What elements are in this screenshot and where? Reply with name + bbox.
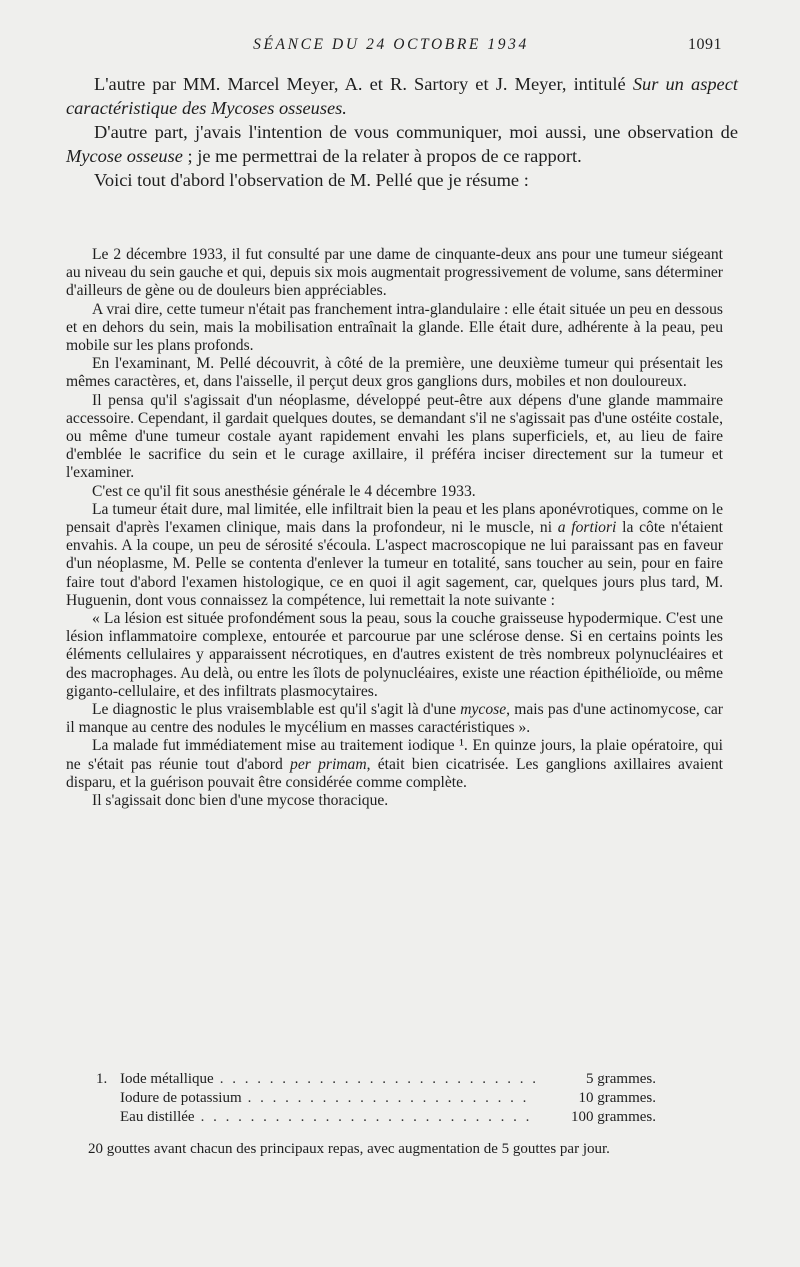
intro-text: D'autre part, j'avais l'intention de vous communiquer, moi aussi, une observation de	[94, 122, 738, 142]
intro-paragraph-3: Voici tout d'abord l'observation de M. Pellé que je résume :	[94, 170, 529, 190]
ingredient-name: Iode métallique	[120, 1071, 214, 1087]
intro-paragraph-2	[66, 120, 738, 168]
ingredient-quantity: 100 grammes.	[571, 1109, 656, 1125]
body-paragraph: Le 2 décembre 1933, il fut consulté par une dame de cinquante-deux ans pour une tumeur siégeant au niveau du sein gauche et qui, depuis six mois augmentait progressivement de volume, sans déterminer d'ailleurs de gène ou de douleurs bien appréciables.	[66, 246, 723, 300]
intro-section	[66, 72, 738, 192]
body-paragraph: Il s'agissait donc bien d'une mycose thoracique.	[92, 792, 389, 810]
ingredient-name: Iodure de potassium	[120, 1090, 242, 1106]
body-paragraph: A vrai dire, cette tumeur n'était pas franchement intra-glandulaire : elle était située un peu en dessous et en dehors du sein, mais la mobilisation entraînait la glande. Elle était dure, adhérente à la peau, peu mobile sur les plans profonds.	[66, 300, 723, 355]
quote-paragraph: « La lésion est située profondément sous la peau, sous la couche graisseuse hypodermique. C'est une lésion inflammatoire complexe, entourée et parcourue par une sclérose dense. Si en certains points les éléments cellulaires y apparaissent nécrotiques, en d'autres existent de très nombreux polynucléaires et des macrophages. Au delà, ou entre les îlots de polynucléaires, existe une réaction épithélioïde, ou même giganto-cellulaire, et des infiltrats plasmocytaires.	[66, 610, 723, 700]
intro-text: L'autre par MM. Marcel Meyer, A. et R. Sartory et J. Meyer, intitulé	[94, 74, 633, 94]
body-paragraph: C'est ce qu'il fit sous anesthésie générale le 4 décembre 1933.	[92, 482, 476, 500]
emphasis-text: mycose	[460, 701, 507, 719]
prescription-row	[96, 1070, 656, 1089]
prescription-row	[96, 1108, 656, 1127]
ingredient-name: Eau distillée	[120, 1109, 195, 1125]
dot-leader	[220, 1070, 536, 1089]
emphasis-text: Mycose osseuse	[66, 146, 183, 166]
body-text: , mais pas d'une actinomycose, car il manque au centre des nodules le mycélium en masses caractéristiques ».	[66, 701, 724, 737]
emphasis-text: a fortiori	[557, 519, 617, 537]
body-text: la côte n'étaient envahis. A la coupe, un peu de sérosité s'écoula. L'aspect macroscopique ne lui paraissant pas en faveur d'un néoplasme, M. Pelle se contenta d'enlever la tumeur en totalité, sans toucher au sein, pour en faire faire tout d'abord l'examen histologique, ce en quoi il agit sagement, car, quelques jours plus tard, M. Huguenin, dont vous connaissez la compétence, lui remettait la note suivante :	[66, 519, 723, 609]
dot-leader	[201, 1108, 536, 1127]
running-head: SÉANCE DU 24 OCTOBRE 1934	[253, 36, 529, 53]
prescription-row	[96, 1089, 656, 1108]
body-paragraph	[66, 737, 723, 792]
body-text: La malade fut immédiatement mise au traitement iodique ¹. En quinze jours, la plaie opératoire, qui ne s'était pas réunie tout d'abord	[66, 737, 723, 773]
body-paragraph	[66, 501, 723, 610]
body-text: Le diagnostic le plus vraisemblable est qu'il s'agit là d'une	[92, 701, 461, 719]
posology-note: 20 gouttes avant chacun des principaux repas, avec augmentation de 5 gouttes par jour.	[88, 1141, 610, 1157]
ingredient-quantity: 5 grammes.	[586, 1071, 656, 1087]
dot-leader	[248, 1089, 536, 1108]
body-text: , était bien cicatrisée. Les ganglions axillaires avaient disparu, et la guérison pouvait être considérée comme complète.	[66, 755, 724, 791]
ingredient-quantity: 10 grammes.	[578, 1090, 656, 1106]
body-paragraph: En l'examinant, M. Pellé découvrit, à côté de la première, une deuxième tumeur qui présentait les mêmes caractères, et, dans l'aisselle, il perçut deux gros ganglions durs, mobiles et non douloureux.	[66, 355, 723, 391]
footnote-prescription	[96, 1070, 656, 1127]
body-paragraph: Il pensa qu'il s'agissait d'un néoplasme, développé peut-être aux dépens d'une glande mammaire accessoire. Cependant, il gardait quelques doutes, se demandant s'il ne s'agissait pas d'une ostéite costale, ou même d'une tumeur costale ayant rapidement envahi les plans superficiels, et, au lieu de faire d'emblée le sacrifice du sein et le curage axillaire, il préféra inciser directement sur la tumeur et l'examiner.	[66, 391, 723, 482]
page-header	[60, 36, 722, 62]
intro-paragraph-1	[66, 72, 738, 120]
page-number: 1091	[688, 36, 722, 53]
footnote-mark: 1.	[96, 1071, 108, 1087]
body-text: La tumeur était dure, mal limitée, elle infiltrait bien la peau et les plans aponévrotiques, comme on le pensait d'après l'examen clinique, mais dans la profondeur, ni le muscle, ni	[66, 500, 723, 537]
intro-text: ; je me permettrai de la relater à propos de ce rapport.	[182, 146, 582, 166]
body-paragraph	[66, 701, 723, 737]
cited-article-title: Sur un aspect caractéristique des Mycoses osseuses.	[66, 74, 738, 118]
observation-body	[66, 246, 723, 810]
emphasis-text: per primam	[290, 755, 367, 773]
